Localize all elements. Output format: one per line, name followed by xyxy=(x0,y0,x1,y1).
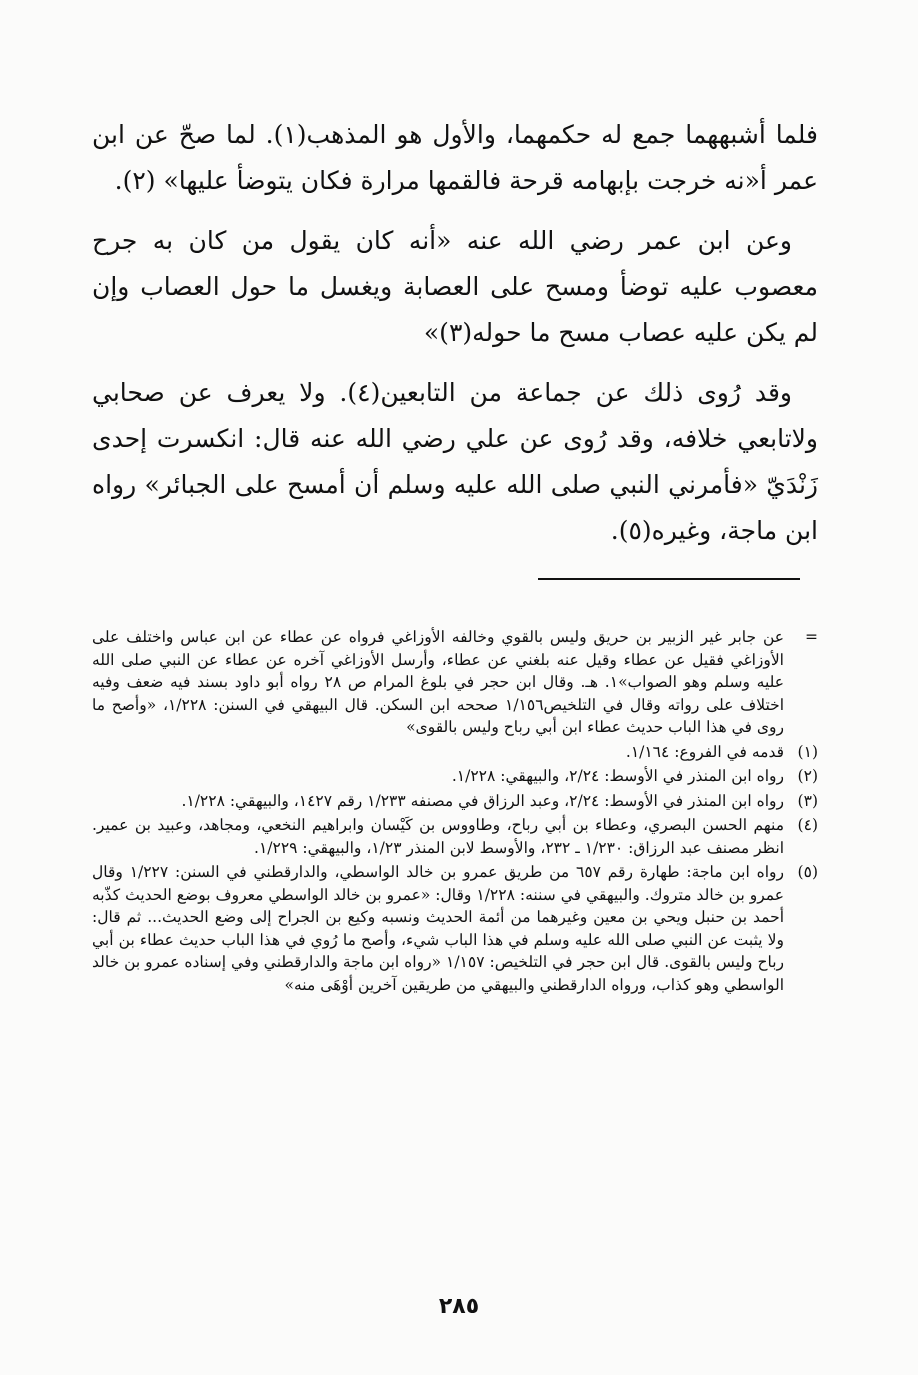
footnote-text: منهم الحسن البصري، وعطاء بن أبي رباح، وطاووس بن كَيْسان وابراهيم النخعي، ومجاهد، وعبيد بن عمير. انظر مصنف عبد الرزاق: ١/٢٣٠ ـ ٢٣٢، والأوسط لابن المنذر ١/٢٣، والبيهقي: ١/٢٢٩. xyxy=(92,816,784,857)
footnotes xyxy=(92,626,818,998)
footnote-text: قدمه في الفروع: ١/١٦٤. xyxy=(625,742,784,761)
main-paragraph: فلما أشبههما جمع له حكمهما، والأول هو المذهب(١). لما صحّ عن ابن عمر أ«نه خرجت بإبهامه قرحة فالقمها مرارة فكان يتوضأ عليها» (٢). xyxy=(92,120,818,195)
footnote-text: رواه ابن ماجة: طهارة رقم ٦٥٧ من طريق عمرو بن خالد الواسطي، والدارقطني في السنن: ١/٢٢٧ وقال عمرو بن خالد متروك. والبيهقي في سننه: ١/٢٢٨ وقال: «عمرو بن خالد الواسطي معروف بوضع الحديث كذّبه أحمد بن حنبل ويحي بن معين وغيرهما من أئمة الحديث ونسبه وكيع بن الجراح إلى وضع الحديث... ثم قال: ولا يثبت عن النبي صلى الله عليه وسلم في هذا الباب شيء، وأصح ما رُوي في هذا الباب حديث عطاء بن أبي رباح وليس بالقوى. قال ابن حجر في التلخيص: ١/١٥٧ «رواه ابن ماجة والدارقطني وفي إسناده عمرو بن خالد الواسطي وهو كذاب، ورواه الدارقطني والبيهقي من طريقين آخرين أوْهَى منه» xyxy=(92,863,784,994)
footnote-text: رواه ابن المنذر في الأوسط: ٢/٢٤، وعبد الرزاق في مصنفه ١/٢٣٣ رقم ١٤٢٧، والبيهقي: ١/٢٢٨. xyxy=(181,791,784,810)
main-paragraph: وقد رُوى ذلك عن جماعة من التابعين(٤). ولا يعرف عن صحابي ولاتابعي خلافه، وقد رُوى عن علي رضي الله عنه قال: انكسرت إحدى زَنْدَيّ «فأمرني النبي صلى الله عليه وسلم أن أمسح على الجبائر» رواه ابن ماجة، وغيره(٥). xyxy=(92,378,818,545)
footnote-number: (٣) xyxy=(797,791,818,810)
page-number: ٢٨٥ xyxy=(438,1294,480,1319)
footnote-continuation xyxy=(92,626,818,739)
footnote-number: (٥) xyxy=(797,863,818,881)
footnote-number: (٢) xyxy=(797,767,818,785)
footnote-text: عن جابر غير الزبير بن حريق وليس بالقوي وخالفه الأوزاغي فرواه عن عطاء عن ابن عباس واختلف على الأوزاغي فقيل عن عطاء وقيل عنه بلغني عن عطاء، وأرسل الأوزاغي آخره عن عطاء عن النبي صلى الله عليه وسلم وهو الصواب»١. هـ. وقال ابن حجر في بلوغ المرام ص ٢٨ رواه أبو داود بسند فيه ضعف وفيه اختلاف على رواته وقال في التلخيص١/١٥٦ صححه ابن السكن. قال البيهقي في السنن: ١/٢٢٨، «وأصح ما روى في هذا الباب حديث عطاء ابن أبي رباح وليس بالقوى» xyxy=(92,628,785,736)
footnote-4 xyxy=(92,814,818,859)
main-paragraph: وعن ابن عمر رضي الله عنه «أنه كان يقول من كان به جرح معصوب عليه توضأ ومسح على العصابة ويغسل ما حول العصاب وإن لم يكن عليه عصاب مسح ما حوله(٣)» xyxy=(92,226,818,347)
footnote-1 xyxy=(92,741,818,764)
main-text xyxy=(92,112,818,568)
footnote-text: رواه ابن المنذر في الأوسط: ٢/٢٤، والبيهقي: ١/٢٢٨. xyxy=(451,767,784,785)
footnote-3 xyxy=(92,790,818,813)
continuation-marker: = xyxy=(805,628,818,646)
footnote-number: (١) xyxy=(797,742,818,761)
footnote-number: (٤) xyxy=(797,816,818,834)
footnote-divider xyxy=(538,578,800,580)
footnote-5 xyxy=(92,861,818,996)
footnote-2 xyxy=(92,765,818,788)
